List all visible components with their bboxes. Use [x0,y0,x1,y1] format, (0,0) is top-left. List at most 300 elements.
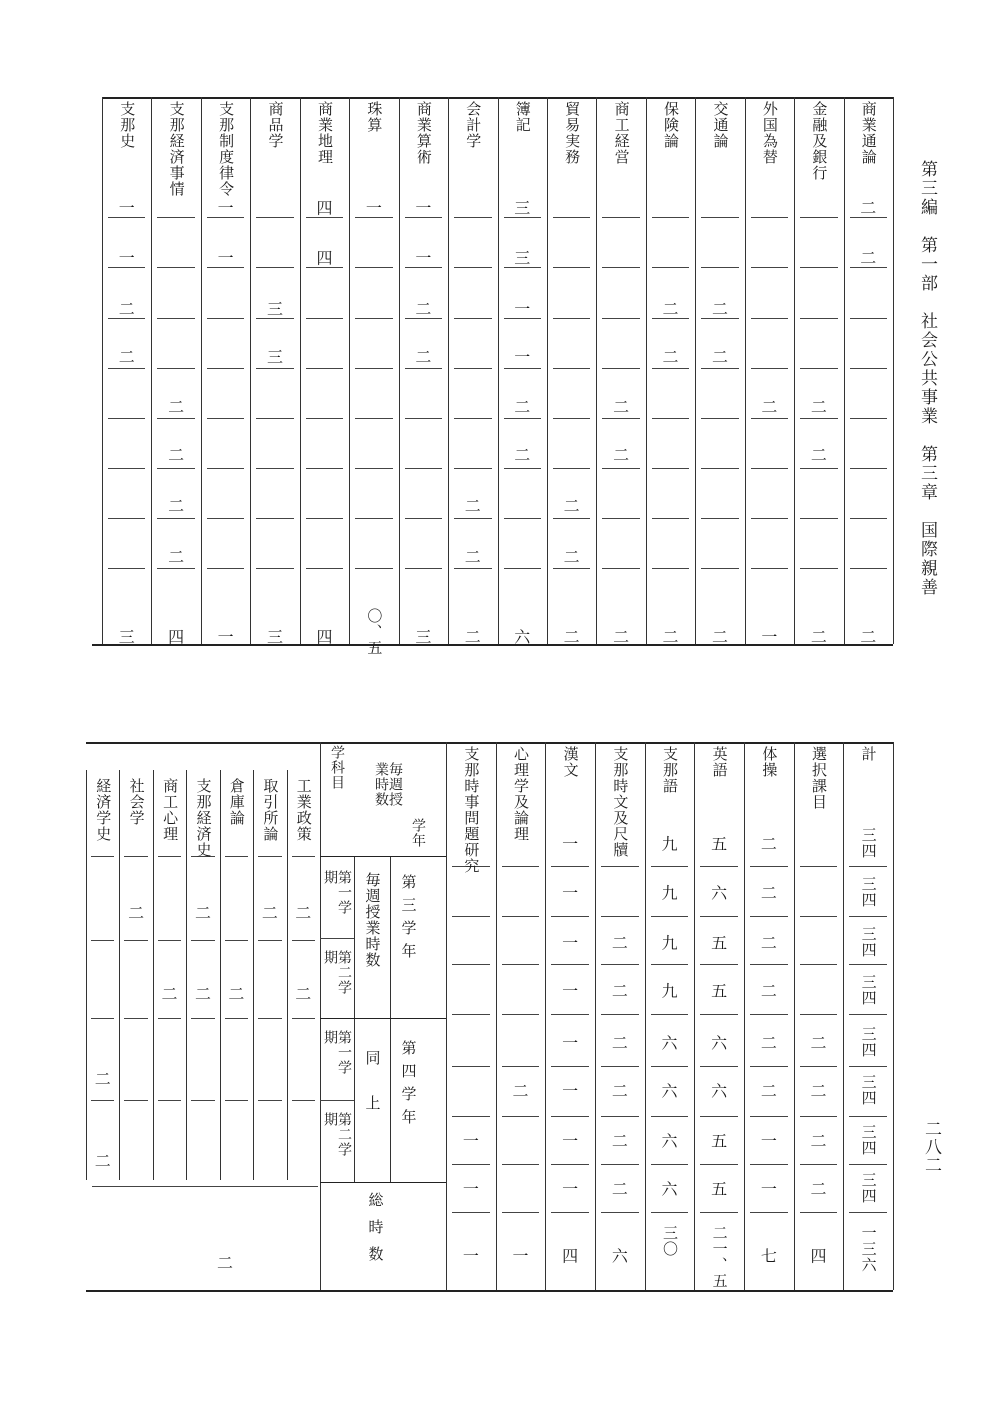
upper-row-rule [701,468,738,469]
lower-right-row-rule [292,940,315,941]
upper-cell: 二 [168,547,185,567]
lower-col-divider [446,742,447,1290]
lower-row-rule [849,1116,887,1117]
lower-row-rule [452,1116,490,1117]
upper-cell: 二 [662,299,679,319]
lower-row-rule [849,964,887,965]
lower-row-rule [651,1164,689,1165]
lower-cell: 七 [760,1246,777,1266]
lower-right-row-rule [124,1018,147,1019]
lower-col-header: 英語 [710,746,729,778]
upper-row-rule [454,368,491,369]
header-year3: 第三学年 [399,874,418,966]
upper-cell: 四 [168,627,185,647]
upper-row-rule [504,568,541,569]
upper-row-rule [256,418,293,419]
upper-col-divider [498,97,499,644]
upper-row-rule [652,518,689,519]
upper-row-rule [553,418,590,419]
upper-cell: 一 [514,347,531,367]
upper-cell: 二 [464,627,481,647]
upper-cell: 六 [514,627,531,647]
upper-cell: 二 [860,627,877,647]
upper-row-rule [207,518,244,519]
lower-cell: 九 [661,834,678,854]
lower-right-row-rule [91,1100,114,1101]
lower-right-row-rule [292,1018,315,1019]
header-rule [320,1018,446,1019]
upper-row-rule [157,568,194,569]
lower-row-rule [551,916,589,917]
lower-right-row-rule [225,1018,248,1019]
lower-row-rule [601,1014,639,1015]
lower-cell: 三四 [859,974,878,1006]
lower-row-rule [601,916,639,917]
upper-cell: 三 [267,627,284,647]
upper-row-rule [355,468,392,469]
upper-row-rule [355,568,392,569]
upper-row-rule [108,568,145,569]
lower-right-row-rule [91,1018,114,1019]
upper-cell: 二 [168,445,185,465]
upper-row-rule [701,518,738,519]
upper-col-divider [745,97,746,644]
upper-cell: 四 [316,198,333,218]
lower-cell: 一 [760,1131,777,1151]
upper-row-rule [256,518,293,519]
upper-row-rule [207,418,244,419]
lower-row-rule [452,1164,490,1165]
lower-row-rule [700,1164,738,1165]
lower-cell: 六 [661,1179,678,1199]
upper-cell: 一 [415,198,432,218]
upper-row-rule [157,318,194,319]
upper-row-rule [157,518,194,519]
upper-row-rule [800,518,837,519]
lower-cell: 二一、五 [710,1225,729,1289]
lower-row-rule [651,916,689,917]
header-sem-rule [320,938,354,939]
upper-row-rule [602,518,639,519]
header-weekly-hours: 毎週授業時数 [373,762,403,807]
upper-row-rule [800,267,837,268]
lower-row-rule [750,964,788,965]
lower-right-row-rule [292,856,315,857]
lower-cell: 一 [562,883,579,903]
lower-row-rule [800,1212,838,1213]
lower-row-rule [502,916,540,917]
lower-row-rule [601,1116,639,1117]
lower-row-rule [502,1212,540,1213]
upper-col-header: 支那経済事情 [167,101,186,197]
lower-row-rule [800,1066,838,1067]
lower-row-rule [551,1116,589,1117]
upper-row-rule [553,568,590,569]
lower-row-rule [800,866,838,867]
upper-row-rule [256,267,293,268]
lower-cell: 二 [611,1179,628,1199]
lower-right-cell: 二 [94,1069,111,1089]
header-sem2: 第二学期 [322,950,352,995]
upper-row-rule [751,267,788,268]
header-year: 学年 [410,818,426,848]
lower-row-rule [551,866,589,867]
lower-cell: 五 [711,981,728,1001]
upper-row-rule [405,468,442,469]
lower-col-header: 支那語 [661,746,679,794]
upper-col-divider [646,97,647,644]
running-header: 第三編 第一部 社会公共事業 第三章 国際親善 [917,160,937,597]
upper-row-rule [652,217,689,218]
lower-cell: 九 [661,981,678,1001]
lower-cell: 一 [562,981,579,1001]
lower-right-row-rule [124,940,147,941]
lower-right-cell: 二 [295,903,312,923]
upper-row-rule [553,468,590,469]
upper-row-rule [207,568,244,569]
lower-right-row-rule [191,1100,214,1101]
upper-row-rule [553,518,590,519]
lower-row-rule [849,866,887,867]
lower-right-row-rule [258,1018,281,1019]
lower-cell: 二 [810,1081,827,1101]
lower-right-col-divider [253,770,254,1180]
upper-row-rule [108,468,145,469]
upper-cell: 二 [514,445,531,465]
upper-cell: 二 [563,547,580,567]
upper-row-rule [504,518,541,519]
upper-cell: 二 [662,347,679,367]
lower-right-cell: 二 [194,984,212,1004]
lower-col-divider [645,742,646,1290]
upper-row-rule [157,368,194,369]
upper-cell: 一 [217,627,234,647]
lower-col-divider [744,742,745,1290]
lower-col-divider [694,742,695,1290]
lower-right-row-rule [191,940,214,941]
lower-row-rule [651,964,689,965]
upper-row-rule [800,318,837,319]
lower-right-cell: 二 [261,903,278,923]
upper-row-rule [850,468,887,469]
header-left-border [320,742,321,1290]
lower-row-rule [551,1014,589,1015]
lower-right-row-rule [158,940,181,941]
lower-row-rule [551,1212,589,1213]
lower-row-rule [750,1116,788,1117]
lower-cell: 三〇 [661,1225,679,1257]
lower-row-rule [750,1014,788,1015]
upper-row-rule [405,368,442,369]
upper-row-rule [701,267,738,268]
upper-cell: 三 [514,248,531,268]
upper-cell: 四 [316,248,333,268]
upper-cell: 二 [464,547,481,567]
lower-cell: 一 [462,1179,479,1199]
upper-cell: 二 [860,198,877,218]
lower-row-rule [651,1014,689,1015]
upper-row-rule [355,267,392,268]
lower-cell: 四 [810,1246,827,1266]
upper-row-rule [652,418,689,419]
lower-cell: 一 [462,1131,479,1151]
upper-row-rule [157,418,194,419]
upper-col-header: 商品学 [266,101,285,149]
upper-cell: 〇、五 [365,608,384,656]
upper-col-header: 簿記 [513,101,532,133]
lower-cell: 一 [512,1246,529,1266]
upper-cell: 二 [118,299,135,319]
lower-right-col-header: 取引所論 [261,778,280,842]
lower-cell: 六 [661,1131,678,1151]
upper-cell: 二 [761,397,778,417]
lower-row-rule [800,1014,838,1015]
upper-cell: 二 [415,299,432,319]
upper-row-rule [602,418,639,419]
upper-row-rule [504,418,541,419]
lower-row-rule [700,1014,738,1015]
upper-col-header: 会計学 [464,101,483,149]
upper-row-rule [800,468,837,469]
upper-cell: 二 [613,627,630,647]
header-sem-rule [320,1100,354,1101]
lower-cell: 六 [661,1081,678,1101]
upper-row-rule [207,468,244,469]
upper-row-rule [850,418,887,419]
lower-cell: 九 [661,933,678,953]
header-rule [320,856,446,857]
upper-cell: 四 [316,627,333,647]
upper-cell: 三 [267,347,284,367]
lower-right-col-divider [153,770,154,1180]
lower-row-rule [849,1066,887,1067]
upper-cell: 二 [810,397,827,417]
upper-row-rule [751,418,788,419]
header-subject: 学科目 [329,745,345,790]
lower-row-rule [601,1212,639,1213]
header-weekly-short: 毎週授業時数 [363,872,382,968]
upper-row-rule [850,518,887,519]
lower-row-rule [651,866,689,867]
lower-row-rule [750,1066,788,1067]
lower-cell: 一 [462,1246,479,1266]
upper-row-rule [157,468,194,469]
upper-cell: 三 [514,198,531,218]
lower-row-rule [551,1066,589,1067]
lower-row-rule [800,964,838,965]
upper-row-rule [553,318,590,319]
upper-col-header: 金融及銀行 [810,101,829,181]
lower-row-rule [700,1066,738,1067]
upper-row-rule [751,568,788,569]
upper-row-rule [553,267,590,268]
upper-cell: 二 [860,248,877,268]
header-total-hours: 総時数 [366,1192,385,1273]
upper-col-divider [596,97,597,644]
lower-row-rule [750,1212,788,1213]
upper-row-rule [850,368,887,369]
lower-cell: 六 [711,1033,728,1053]
lower-right-row-rule [258,856,281,857]
upper-cell: 二 [711,627,728,647]
lower-row-rule [651,1116,689,1117]
lower-right-col-divider [119,770,120,1180]
lower-right-col-header: 工業政策 [294,778,313,842]
lower-cell: 一 [562,1033,579,1053]
lower-col-header: 心理学及論理 [512,746,530,842]
upper-row-rule [602,468,639,469]
upper-row-rule [306,318,343,319]
upper-row-rule [306,368,343,369]
lower-row-rule [849,1212,887,1213]
upper-row-rule [108,418,145,419]
lower-right-col-header: 経済学史 [94,778,113,842]
lower-cell: 二 [760,834,777,854]
lower-right-row-rule [158,1100,181,1101]
lower-row-rule [502,866,540,867]
lower-right-col-header: 支那経済史 [194,778,213,858]
upper-cell: 三 [415,627,432,647]
upper-row-rule [157,267,194,268]
upper-row-rule [405,568,442,569]
upper-row-rule [504,468,541,469]
upper-row-rule [850,318,887,319]
upper-row-rule [701,568,738,569]
lower-row-rule [800,1164,838,1165]
lower-right-row-rule [191,1018,214,1019]
lower-cell: 二 [611,1081,628,1101]
brace-rule [92,1186,318,1187]
header-year-divider [390,856,391,1182]
upper-row-rule [355,518,392,519]
lower-cell: 二 [810,1179,827,1199]
upper-cell: 二 [563,496,580,516]
lower-cell: 五 [711,933,728,953]
upper-row-rule [800,217,837,218]
upper-row-rule [207,318,244,319]
upper-col-divider [300,97,301,644]
lower-row-rule [452,964,490,965]
upper-row-rule [504,368,541,369]
header-sem2: 第二学期 [322,1112,352,1157]
lower-cell: 五 [711,834,728,854]
lower-right-col-divider [220,770,221,1180]
lower-cell: 三四 [859,1026,878,1058]
lower-col-header: 計 [859,746,878,762]
upper-col-divider [201,97,202,644]
upper-row-rule [355,368,392,369]
upper-row-rule [157,217,194,218]
lower-row-rule [452,1212,490,1213]
upper-row-rule [306,518,343,519]
lower-cell: 九 [661,883,678,903]
lower-cell: 二 [810,1131,827,1151]
lower-row-rule [502,1014,540,1015]
lower-cell: 二 [760,933,777,953]
lower-cell: 一三六 [859,1225,878,1273]
upper-row-rule [454,418,491,419]
lower-cell: 一 [562,1131,579,1151]
upper-col-header: 商業通論 [859,101,878,165]
header-sem1: 第一学期 [322,870,352,915]
upper-row-rule [652,468,689,469]
upper-row-rule [701,368,738,369]
upper-cell: 二 [563,627,580,647]
lower-right-row-rule [124,1100,147,1101]
upper-cell: 一 [365,198,382,218]
upper-row-rule [602,217,639,218]
header-same: 同上 [363,1050,382,1140]
lower-cell: 二 [611,1033,628,1053]
upper-row-rule [602,368,639,369]
upper-row-rule [652,368,689,369]
lower-right-cell: 二 [295,984,312,1004]
upper-cell: 二 [810,445,827,465]
lower-row-rule [502,1116,540,1117]
lower-row-rule [750,866,788,867]
lower-row-rule [800,1116,838,1117]
upper-col-divider [844,97,845,644]
lower-row-rule [601,866,639,867]
lower-right-col-header: 社会学 [127,778,146,826]
lower-col-header: 支那時事問題研究 [462,746,481,874]
upper-row-rule [800,568,837,569]
upper-cell: 二 [464,496,481,516]
header-year4: 第四学年 [399,1040,418,1132]
lower-row-rule [700,964,738,965]
lower-row-rule [700,916,738,917]
lower-col-divider [843,742,844,1290]
lower-row-rule [651,1212,689,1213]
upper-row-rule [602,568,639,569]
lower-right-col-divider [186,770,187,1180]
lower-right-col-divider [287,770,288,1180]
lower-row-rule [849,916,887,917]
upper-cell: 二 [168,397,185,417]
lower-right-col-header: 倉庫論 [227,778,246,826]
upper-col-header: 外国為替 [760,101,779,165]
lower-cell: 一 [760,1179,777,1199]
upper-cell: 一 [217,248,234,268]
upper-cell: 二 [613,397,630,417]
lower-top-rule [86,742,893,744]
lower-row-rule [551,964,589,965]
lower-right-row-rule [124,856,147,857]
lower-row-rule [502,1164,540,1165]
upper-col-header: 交通論 [711,101,730,149]
upper-row-rule [800,368,837,369]
lower-cell: 一 [562,834,579,854]
upper-row-rule [701,217,738,218]
lower-cell: 三四 [859,827,878,859]
lower-col-divider [496,742,497,1290]
lower-right-row-rule [158,856,181,857]
upper-row-rule [405,418,442,419]
lower-cell: 一 [562,1081,579,1101]
lower-cell: 二 [760,883,777,903]
lower-right-cell: 二 [194,903,212,923]
upper-col-header: 保険論 [662,101,681,149]
upper-row-rule [602,318,639,319]
upper-row-rule [108,368,145,369]
lower-row-rule [750,1164,788,1165]
upper-cell: 二 [168,496,185,516]
lower-col-header: 体操 [760,746,779,778]
upper-row-rule [652,568,689,569]
lower-right-row-rule [225,1100,248,1101]
upper-col-divider [547,97,548,644]
lower-cell: 二 [810,1033,827,1053]
